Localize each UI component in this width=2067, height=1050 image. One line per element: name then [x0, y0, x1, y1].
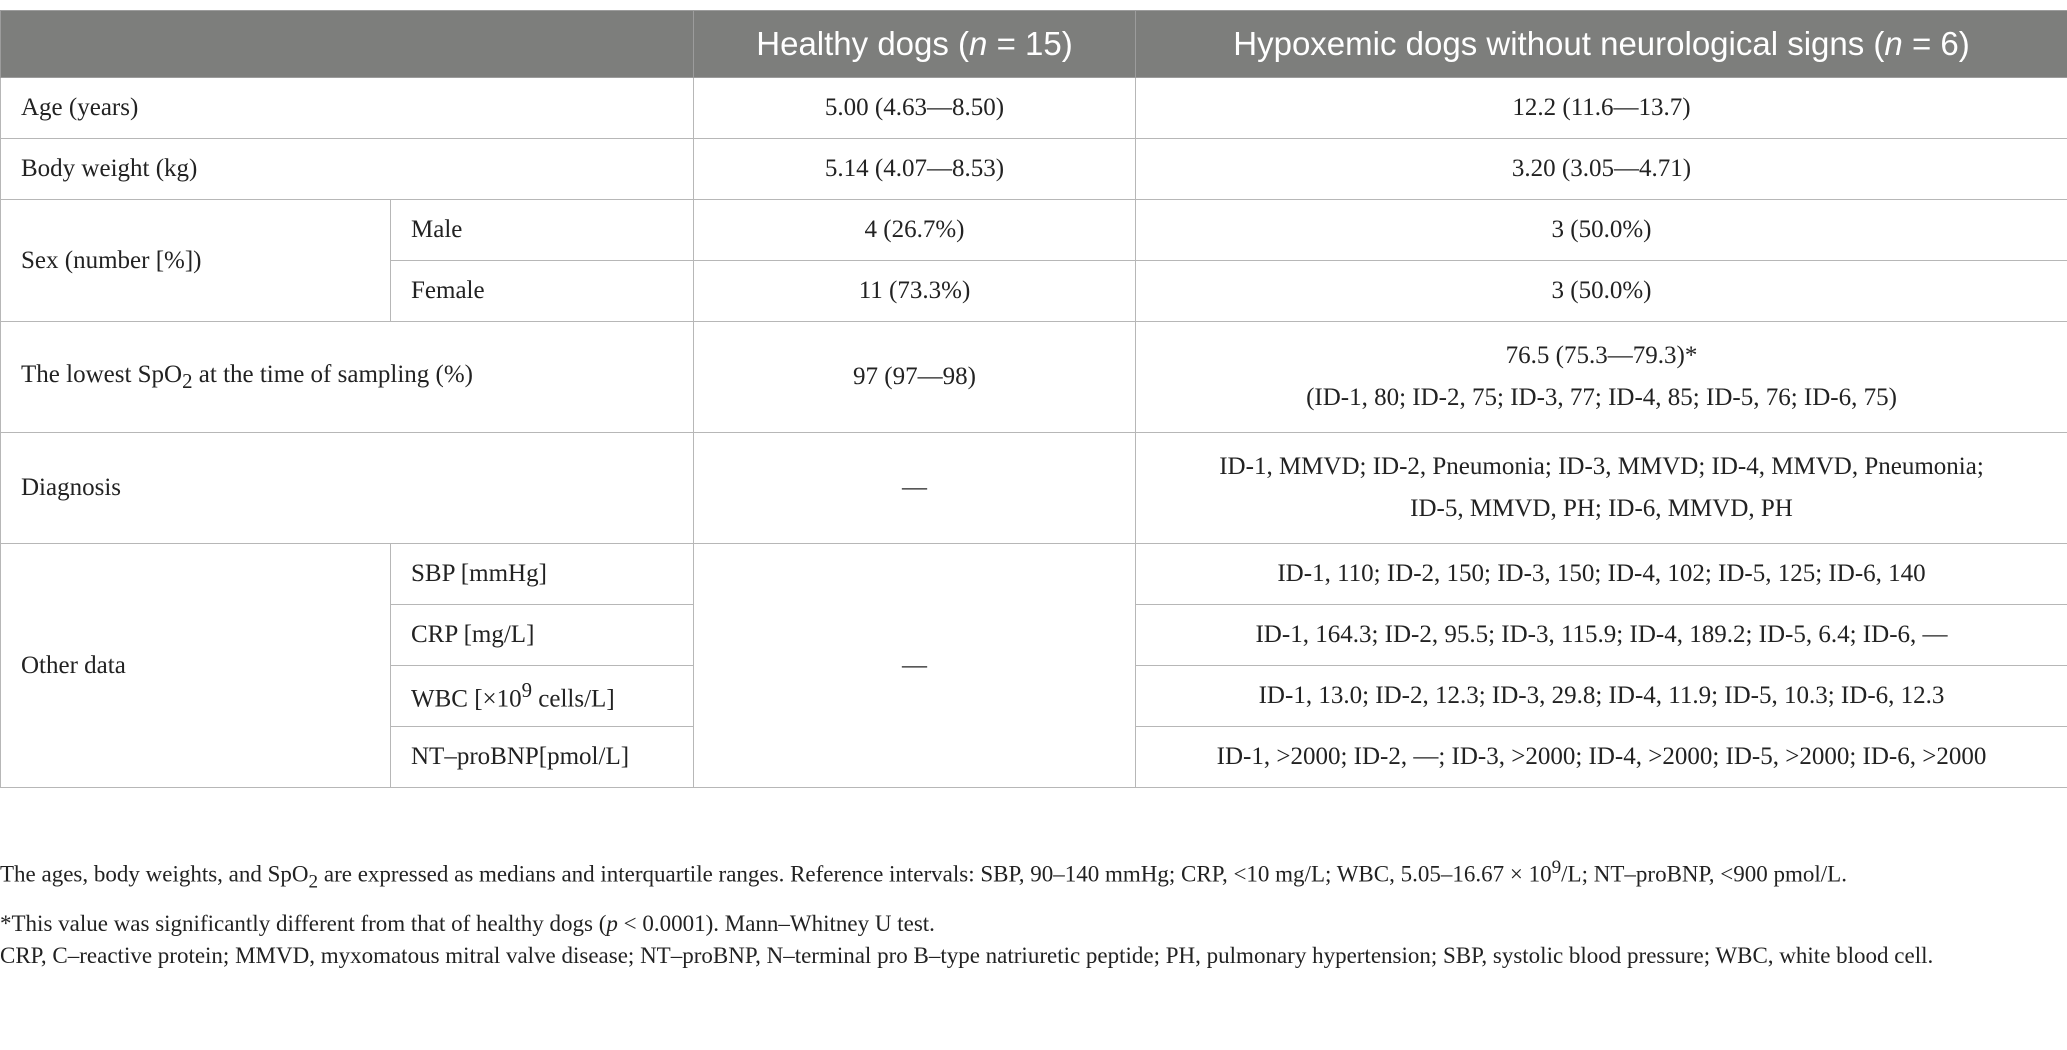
spo2-hypox-median: 76.5 (75.3—79.3)* [1505, 342, 1698, 369]
table-row-diagnosis [1, 433, 2067, 544]
table-row-age [1, 78, 2067, 139]
footnote-1-superscript: 9 [1551, 857, 1562, 878]
cell-ntprobnp-hypoxemic: ID-1, >2000; ID-2, —; ID-3, >2000; ID-4, >2000; ID-5, >2000; ID-6, >2000 [1136, 727, 2067, 788]
header-hypox-suffix: = 6) [1902, 25, 1970, 62]
row-sublabel-female: Female [391, 261, 694, 322]
table-row-sbp [1, 544, 2067, 605]
table-row-spo2 [1, 322, 2067, 433]
row-sublabel-male: Male [391, 200, 694, 261]
footnote-1-part-b: are expressed as medians and interquartile ranges. Reference intervals: SBP, 90–140 mmHg; CRP, <10 mg/L; WBC, 5.05–16.67 × 10 [318, 861, 1552, 887]
spo2-label-suffix: at the time of sampling (%) [192, 361, 474, 388]
cell-sbp-hypoxemic: ID-1, 110; ID-2, 150; ID-3, 150; ID-4, 102; ID-5, 125; ID-6, 140 [1136, 544, 2067, 605]
data-table-container [0, 10, 2067, 788]
cell-male-healthy: 4 (26.7%) [694, 200, 1136, 261]
cell-other-healthy: — [694, 544, 1136, 788]
cell-weight-hypoxemic: 3.20 (3.05—4.71) [1136, 139, 2067, 200]
cell-female-healthy: 11 (73.3%) [694, 261, 1136, 322]
header-healthy-prefix: Healthy dogs ( [756, 25, 970, 62]
footnote-1-part-a: The ages, body weights, and SpO [0, 861, 309, 887]
header-healthy-suffix: = 15) [987, 25, 1073, 62]
row-sublabel-wbc [391, 666, 694, 727]
wbc-label-suffix: cells/L] [532, 685, 615, 713]
cell-spo2-healthy: 97 (97—98) [694, 322, 1136, 433]
footnote-reference-intervals [0, 852, 2060, 898]
cell-spo2-hypoxemic [1136, 322, 2067, 433]
row-label-other-data: Other data [1, 544, 391, 788]
cell-male-hypoxemic: 3 (50.0%) [1136, 200, 2067, 261]
table-footnotes [0, 852, 2060, 972]
cell-crp-hypoxemic: ID-1, 164.3; ID-2, 95.5; ID-3, 115.9; ID-4, 189.2; ID-5, 6.4; ID-6, — [1136, 605, 2067, 666]
spo2-hypox-individual: (ID-1, 80; ID-2, 75; ID-3, 77; ID-4, 85; ID-5, 76; ID-6, 75) [1306, 384, 1897, 411]
header-healthy-dogs [694, 11, 1136, 78]
cell-female-hypoxemic: 3 (50.0%) [1136, 261, 2067, 322]
footnote-1-subscript: 2 [308, 871, 319, 893]
cell-wbc-hypoxemic: ID-1, 13.0; ID-2, 12.3; ID-3, 29.8; ID-4, 11.9; ID-5, 10.3; ID-6, 12.3 [1136, 666, 2067, 727]
cell-age-hypoxemic: 12.2 (11.6—13.7) [1136, 78, 2067, 139]
cell-diagnosis-hypoxemic [1136, 433, 2067, 544]
header-hypox-n: n [1884, 25, 1903, 62]
header-hypoxemic-dogs [1136, 11, 2067, 78]
footnote-1-part-c: /L; NT–proBNP, <900 pmol/L. [1561, 861, 1847, 887]
cell-age-healthy: 5.00 (4.63—8.50) [694, 78, 1136, 139]
footnote-significance [0, 908, 2060, 940]
footnote-2-part-b: < 0.0001). Mann–Whitney U test. [617, 911, 935, 937]
row-sublabel-ntprobnp: NT–proBNP[pmol/L] [391, 727, 694, 788]
table-row-sex-male [1, 200, 2067, 261]
row-label-body-weight: Body weight (kg) [1, 139, 694, 200]
header-row [1, 11, 2067, 78]
header-healthy-n: n [969, 25, 988, 62]
footnote-2-p: p [606, 911, 618, 937]
wbc-label-prefix: WBC [×10 [411, 685, 522, 713]
footnote-abbreviations: CRP, C–reactive protein; MMVD, myxomatous mitral valve disease; NT–proBNP, N–terminal pro B–type natriuretic peptide; PH, pulmonary hypertension; SBP, systolic blood pressure; WBC, white blood cell. [0, 943, 1934, 969]
spo2-label-subscript: 2 [182, 369, 193, 393]
footnote-2-part-a: *This value was significantly different from that of healthy dogs ( [0, 911, 607, 937]
diagnosis-line-1: ID-1, MMVD; ID-2, Pneumonia; ID-3, MMVD; ID-4, MMVD, Pneumonia; [1219, 453, 1984, 480]
header-hypox-prefix: Hypoxemic dogs without neurological signs ( [1233, 25, 1885, 62]
row-sublabel-crp: CRP [mg/L] [391, 605, 694, 666]
row-label-sex: Sex (number [%]) [1, 200, 391, 322]
wbc-label-superscript: 9 [521, 677, 533, 702]
cell-diagnosis-healthy: — [694, 433, 1136, 544]
row-label-age: Age (years) [1, 78, 694, 139]
header-empty-cell [1, 11, 694, 78]
row-sublabel-sbp: SBP [mmHg] [391, 544, 694, 605]
spo2-label-prefix: The lowest SpO [21, 361, 183, 388]
dog-characteristics-table [0, 10, 2067, 788]
cell-weight-healthy: 5.14 (4.07—8.53) [694, 139, 1136, 200]
diagnosis-line-2: ID-5, MMVD, PH; ID-6, MMVD, PH [1410, 495, 1793, 522]
row-label-spo2 [1, 322, 694, 433]
table-row-body-weight [1, 139, 2067, 200]
row-label-diagnosis: Diagnosis [1, 433, 694, 544]
